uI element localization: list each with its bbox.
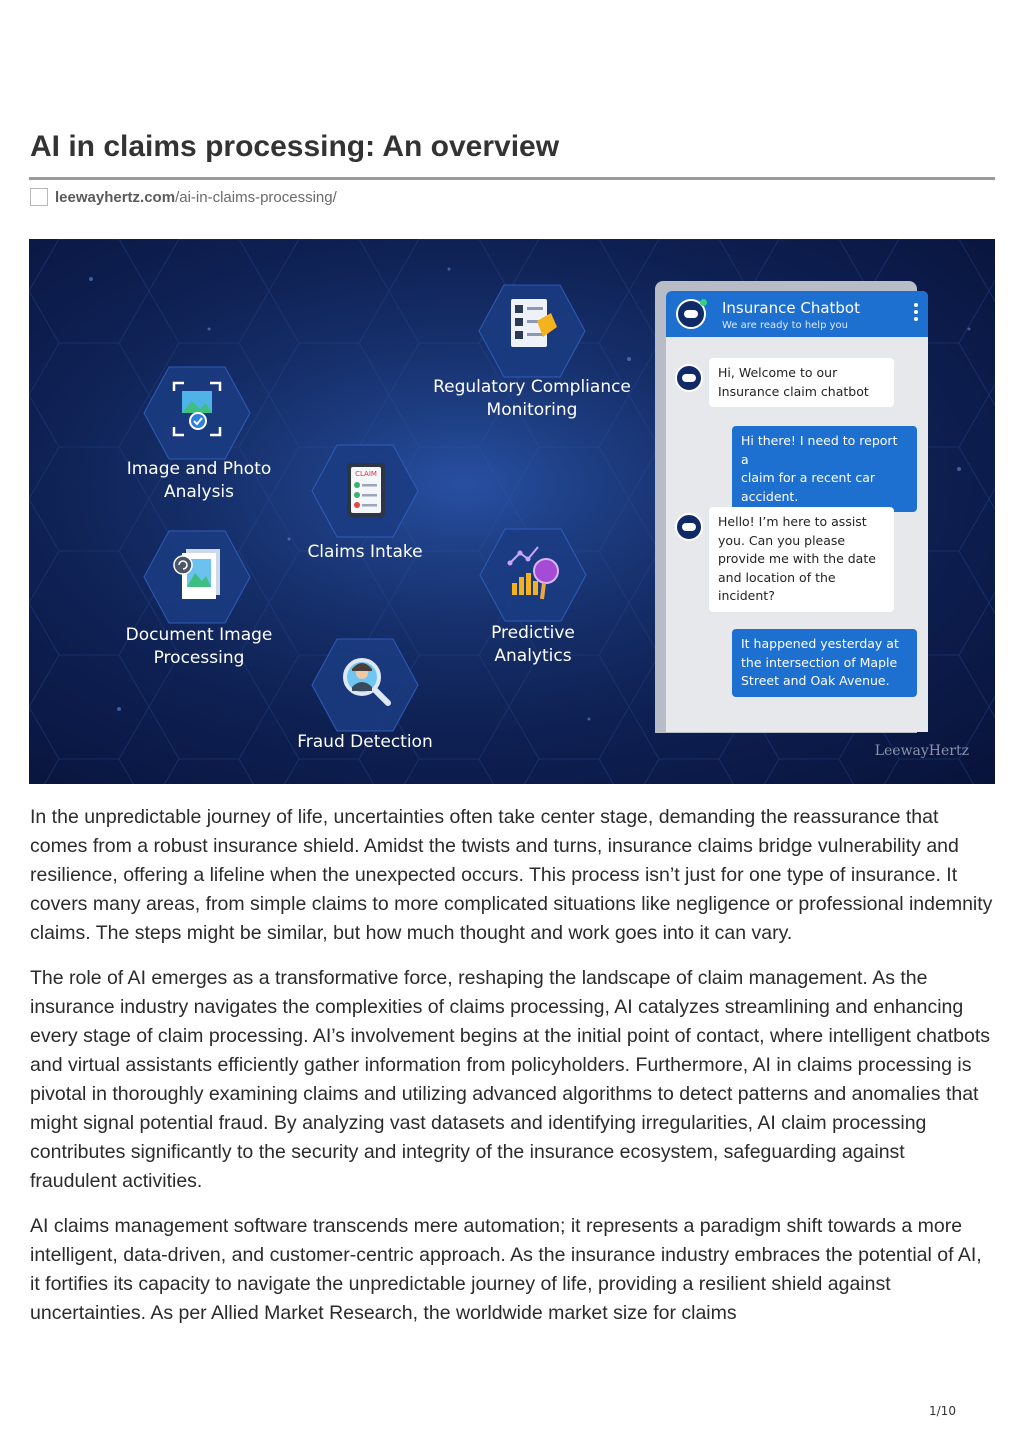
title-divider — [29, 177, 995, 180]
image-scan-icon — [142, 365, 252, 461]
favicon-icon — [30, 188, 48, 206]
analytics-icon — [478, 527, 588, 623]
article-paragraph: AI claims management software transcends mere automation; it represents a paradigm shift towards a more intelligent, data-driven, and customer-centric approach. As the insurance industry embraces the potential of AI, it fortifies its capacity to navigate the unpredictable journey of life, providing a resilient shield against uncertainties. As per Allied Market Research, the worldwide market size for claims — [30, 1215, 982, 1324]
online-status-icon — [700, 299, 707, 306]
page-title: AI in claims processing: An overview — [30, 130, 560, 163]
chat-title: Insurance Chatbot — [722, 299, 860, 317]
feature-claims-intake: Claims Intake — [307, 542, 423, 562]
article-body — [30, 803, 996, 1344]
claim-form-icon — [310, 443, 420, 539]
fraud-search-icon — [310, 637, 420, 733]
source-link[interactable] — [30, 186, 337, 208]
bot-avatar-icon — [675, 513, 703, 541]
hero-image — [29, 239, 995, 784]
chatbot-window — [666, 291, 928, 732]
source-domain[interactable]: leewayhertz.com — [55, 188, 176, 206]
more-options-icon — [914, 303, 918, 321]
chat-subtitle: We are ready to help you — [722, 320, 848, 331]
chat-message-bot: Hi, Welcome to our Insurance claim chatbot — [709, 358, 894, 407]
article-paragraph: In the unpredictable journey of life, uncertainties often take center stage, demanding the reassurance that comes from a robust insurance shield. Amidst the twists and turns, insurance claims bridge vulnerability and resilience, offering a lifeline when the unexpected occurs. This process isn’t just for one type of insurance. It covers many areas, from simple claims to more complicated situations like negligence or professional indemnity claims. The steps might be similar, but how much thought and work goes into it can vary. — [30, 806, 993, 944]
feature-document-image-processing: Document Image Processing — [125, 625, 273, 668]
chat-message-user: It happened yesterday at the intersection of Maple Street and Oak Avenue. — [732, 629, 917, 697]
chat-message-bot: Hello! I’m here to assist you. Can you please provide me with the date and location of the incident? — [709, 507, 894, 612]
feature-fraud-detection: Fraud Detection — [297, 732, 433, 752]
chat-message-user: Hi there! I need to report a claim for a recent car accident. — [732, 426, 917, 512]
checklist-icon — [477, 283, 587, 379]
chat-header — [666, 291, 928, 337]
source-path[interactable]: /ai-in-claims-processing/ — [175, 188, 337, 206]
bot-avatar-icon — [675, 364, 703, 392]
feature-image-photo-analysis: Image and Photo Analysis — [126, 459, 272, 502]
feature-predictive-analytics: Predictive Analytics — [491, 623, 575, 666]
article-paragraph: The role of AI emerges as a transformative force, reshaping the landscape of claim management. As the insurance industry navigates the complexities of claims processing, AI catalyzes streamlining and enhancing every stage of claim processing. AI’s involvement begins at the initial point of contact, where intelligent chatbots and virtual assistants efficiently gather information from policyholders. Furthermore, AI in claims processing is pivotal in thoroughly examining claims and utilizing advanced algorithms to detect patterns and anomalies that might signal potential fraud. By analyzing vast datasets and identifying irregularities, AI claim processing contributes significantly to the security and integrity of the insurance ecosystem, safeguarding against fraudulent activities. — [30, 967, 991, 1192]
document-image-icon — [142, 529, 252, 625]
page-number: 1/10 — [929, 1404, 956, 1418]
claim-badge-text: CLAIM — [355, 470, 377, 478]
brand-watermark: LeewayHertz — [874, 743, 969, 759]
feature-regulatory-compliance: Regulatory Compliance Monitoring — [433, 377, 631, 420]
